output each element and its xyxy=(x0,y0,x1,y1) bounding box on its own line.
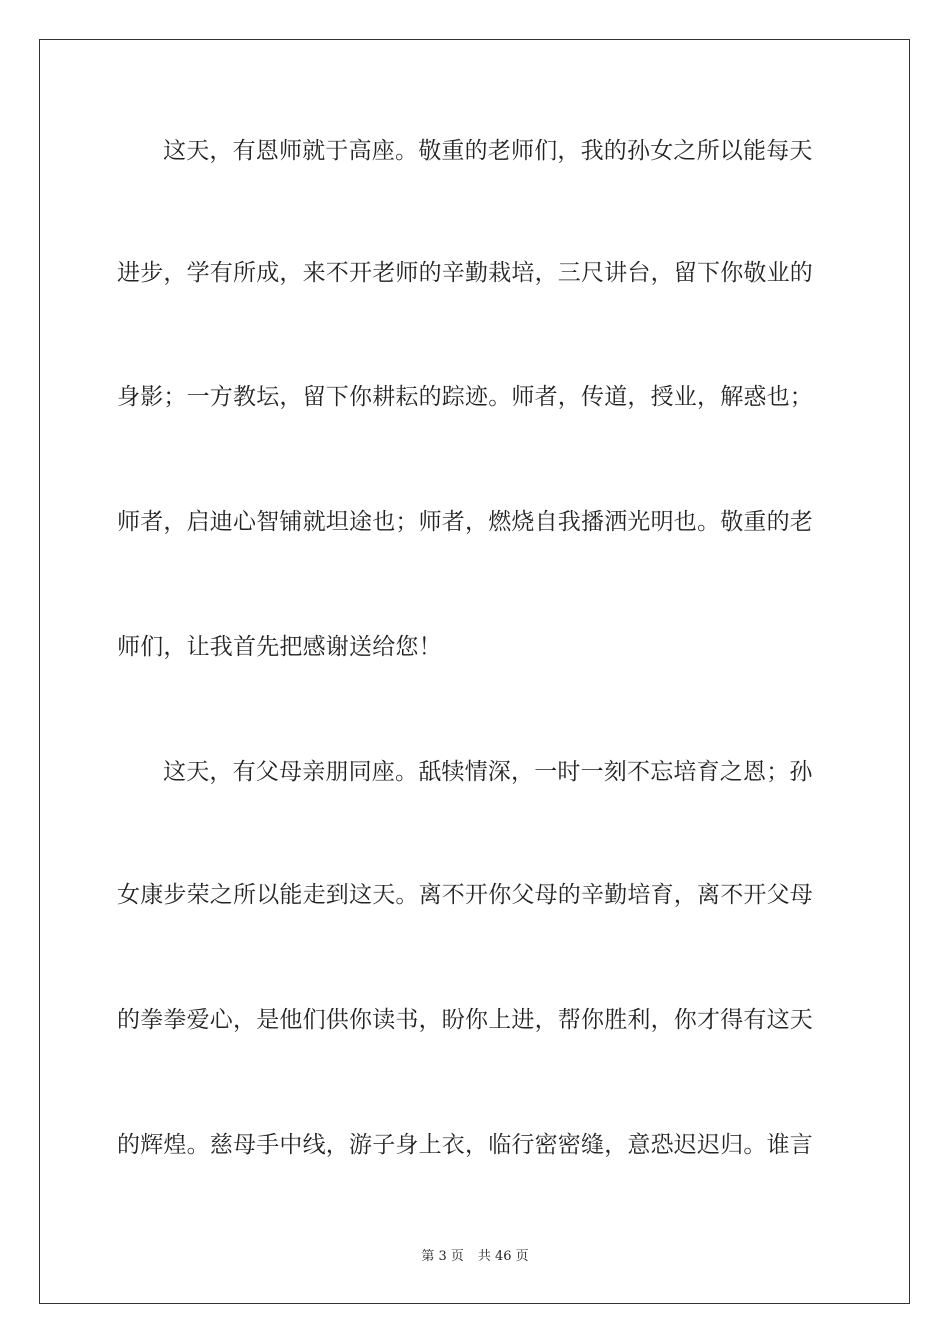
page-number: 第 3 页 xyxy=(421,1249,464,1264)
paragraph-1-line-5: 师们，让我首先把感谢送给您！ xyxy=(117,634,442,660)
page-footer xyxy=(0,1248,950,1266)
paragraph-2-line-1: 这天，有父母亲朋同座。舐犊情深，一时一刻不忘培育之恩；孙 xyxy=(163,759,813,785)
paragraph-1-line-1: 这天，有恩师就于高座。敬重的老师们，我的孙女之所以能每天 xyxy=(163,138,813,164)
paragraph-2-line-3: 的拳拳爱心，是他们供你读书，盼你上进，帮你胜利，你才得有这天 xyxy=(117,1007,813,1033)
paragraph-2-line-2: 女康步荣之所以能走到这天。离不开你父母的辛勤培育，离不开父母 xyxy=(117,882,813,908)
paragraph-1-line-3: 身影；一方教坛，留下你耕耘的踪迹。师者，传道，授业，解惑也； xyxy=(117,384,813,410)
paragraph-2-line-4: 的辉煌。慈母手中线，游子身上衣，临行密密缝，意恐迟迟归。谁言 xyxy=(117,1132,813,1158)
page-frame xyxy=(39,39,910,1304)
page-total: 共 46 页 xyxy=(477,1249,529,1264)
paragraph-1-line-2: 进步，学有所成，来不开老师的辛勤栽培，三尺讲台，留下你敬业的 xyxy=(117,260,813,286)
paragraph-1-line-4: 师者，启迪心智铺就坦途也；师者，燃烧自我播洒光明也。敬重的老 xyxy=(117,509,813,535)
